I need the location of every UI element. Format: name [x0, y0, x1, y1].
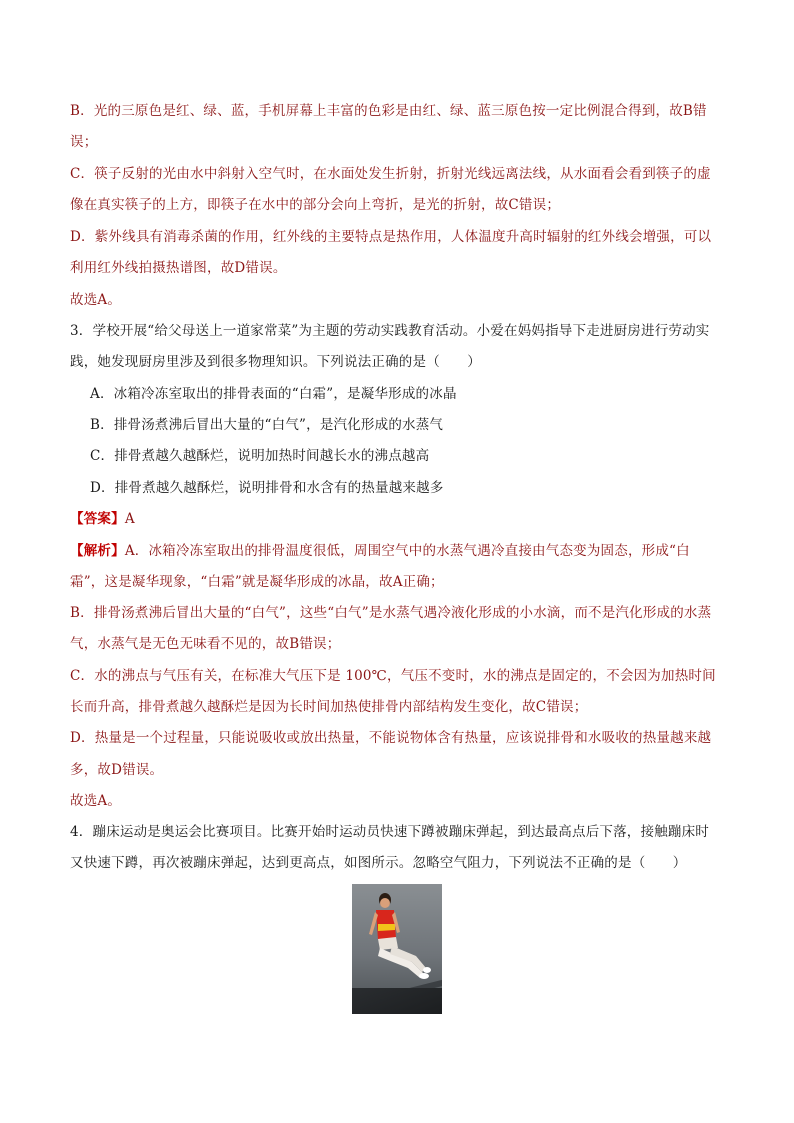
question-3-option-c: C．排骨煮越久越酥烂，说明加热时间越长水的沸点越高	[90, 448, 430, 464]
analysis-line: 像在真实筷子的上方，即筷子在水中的部分会向上弯折，是光的折射，故C错误；	[70, 197, 561, 213]
analysis-line: C．筷子反射的光由水中斜射入空气时，在水面处发生折射，折射光线远离法线，从水面看会看到筷子的虚	[70, 166, 711, 182]
question-3-option-a: A．冰箱冷冻室取出的排骨表面的“白霜”，是凝华形成的冰晶	[90, 386, 457, 402]
analysis-line: 多，故D错误。	[70, 762, 164, 778]
answer-line	[70, 509, 135, 529]
analysis-line: D．热量是一个过程量，只能说吸收或放出热量，不能说物体含有热量，应该说排骨和水吸收的热量越来越	[70, 730, 712, 746]
athlete-figure	[352, 884, 442, 1014]
answer-value: A	[124, 511, 135, 527]
analysis-line: C．水的沸点与气压有关，在标准大气压下是 100℃，气压不变时，水的沸点是固定的，不会因为加热时间	[70, 668, 716, 684]
conclusion-line: 故选A。	[70, 292, 122, 308]
analysis-line: 长而升高，排骨煮越久越酥烂是因为长时间加热使排骨内部结构发生变化，故C错误；	[70, 699, 588, 715]
analysis-line	[70, 541, 690, 561]
analysis-tag: 【解析】	[70, 543, 125, 559]
analysis-line: B．排骨汤煮沸后冒出大量的“白气”，这些“白气”是水蒸气遇冷液化形成的小水滴，而不是汽化形成的水蒸	[70, 605, 712, 621]
question-4-stem: 又快速下蹲，再次被蹦床弹起，达到更高点，如图所示。忽略空气阻力，下列说法不正确的是（ ）	[70, 855, 687, 871]
analysis-line: 误；	[70, 134, 98, 150]
question-4-stem: 4．蹦床运动是奥运会比赛项目。比赛开始时运动员快速下蹲被蹦床弹起，到达最高点后下落，接触蹦床时	[70, 824, 709, 840]
analysis-line: 气，水蒸气是无色无味看不见的，故B错误；	[70, 636, 341, 652]
analysis-line: D．紫外线具有消毒杀菌的作用，红外线的主要特点是热作用，人体温度升高时辐射的红外线会增强，可以	[70, 229, 712, 245]
analysis-text: A．冰箱冷冻室取出的排骨温度很低，周围空气中的水蒸气遇冷直接由气态变为固态，形成“白	[124, 543, 690, 559]
answer-tag: 【答案】	[70, 511, 125, 527]
analysis-line: B．光的三原色是红、绿、蓝，手机屏幕上丰富的色彩是由红、绿、蓝三原色按一定比例混合得到，故B错	[70, 103, 707, 119]
analysis-line: 霜”，这是凝华现象，“白霜”就是凝华形成的冰晶，故A正确；	[70, 574, 444, 590]
question-3-option-d: D．排骨煮越久越酥烂，说明排骨和水含有的热量越来越多	[90, 480, 444, 496]
question-3-stem: 3．学校开展“给父母送上一道家常菜”为主题的劳动实践教育活动。小爱在妈妈指导下走进厨房进行劳动实	[70, 323, 710, 339]
trampoline-athlete-photo	[352, 884, 442, 1014]
analysis-line: 利用红外线拍摄热谱图，故D错误。	[70, 260, 287, 276]
conclusion-line: 故选A。	[70, 793, 122, 809]
question-3-stem: 践，她发现厨房里涉及到很多物理知识。下列说法正确的是（ ）	[70, 354, 481, 370]
question-3-option-b: B．排骨汤煮沸后冒出大量的“白气”，是汽化形成的水蒸气	[90, 417, 444, 433]
